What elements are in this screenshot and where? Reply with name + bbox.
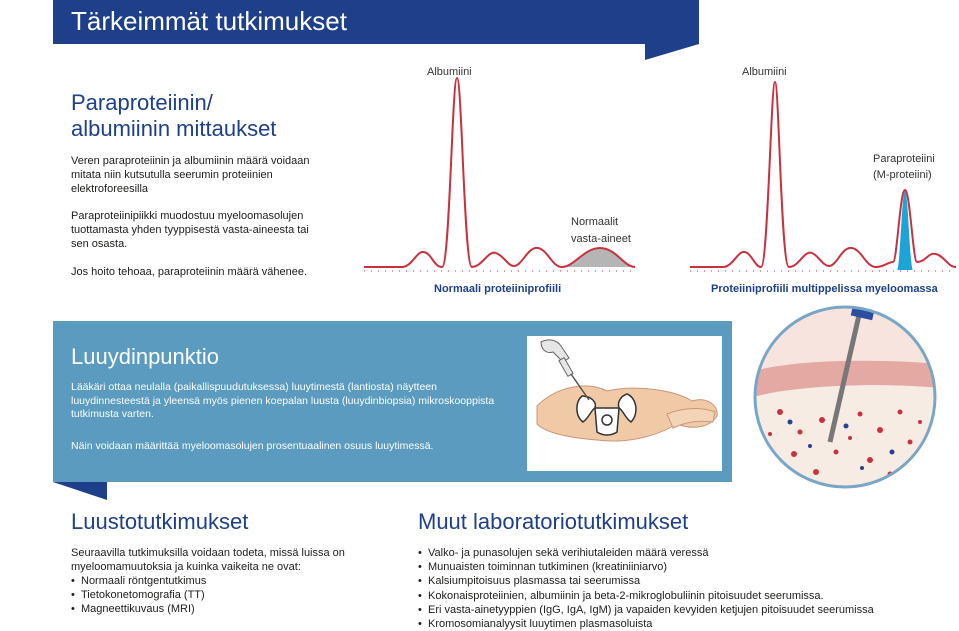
bone-exams-title: Luustotutkimukset: [71, 509, 249, 534]
lab-tests-list: [418, 546, 948, 631]
bone-marrow-magnified-illustration: [750, 302, 940, 492]
list-item: • Eri vasta-ainetyyppien (IgG, IgA, IgM) ja vapaiden kevyiden ketjujen pitoisuudet seerumissa: [418, 603, 948, 617]
mprotein-label-line1: Paraproteiini: [873, 153, 935, 165]
bone-marrow-title: Luuydinpunktio: [71, 344, 220, 369]
normal-antibodies-label-line1: Normaalit: [571, 216, 619, 228]
normal-antibodies-label-line2: vasta-aineet: [571, 233, 631, 245]
bone-marrow-note: Näin voidaan määrittää myeloomasolujen prosentuaalinen osuus luuytimessä.: [71, 440, 434, 452]
paraprotein-para3: Jos hoito tehoaa, paraproteiinin määrä vähenee.: [71, 266, 308, 278]
list-item: • Kromosomianalyysit luuytimen plasmasoluista: [418, 617, 948, 631]
normal-antibodies-label: [571, 214, 631, 248]
bone-marrow-description: Lääkäri ottaa neulalla (paikallispuudutuksessa) luuytimestä (lantiosta) näytteen luuydinnesteestä ja yleensä myös pienen koepalan luusta (luuydinbiopsia) mikroskooppista tutkimusta varten.: [71, 381, 495, 420]
paraprotein-heading-line2: albumiinin mittaukset: [71, 116, 277, 141]
normal-profile-caption: Normaali proteiiniprofiili: [434, 283, 562, 295]
left-albumin-label: Albumiini: [427, 66, 472, 78]
page-title: Tärkeimmät tutkimukset: [71, 6, 347, 36]
mprotein-label: [873, 151, 935, 183]
paraprotein-para1: Veren paraproteiinin ja albumiinin määrä voidaan mitata niin kutsutulla seerumin proteiinien elektroforeesilla: [71, 155, 310, 195]
normal-antibodies-area: [562, 248, 634, 267]
list-item: • Magneettikuvaus (MRI): [71, 602, 371, 616]
mprotein-peak-area: [897, 190, 913, 270]
bone-exams-list: [71, 574, 371, 617]
list-item: • Kalsiumpitoisuus plasmassa tai seerumissa: [418, 574, 948, 588]
list-item: • Normaali röntgentutkimus: [71, 574, 371, 588]
bone-exams-intro: Seuraavilla tutkimuksilla voidaan todeta, missä luissa on myeloomamuutoksia ja kuinka vaikeita ne ovat:: [71, 547, 345, 573]
lab-tests-title: Muut laboratoriotutkimukset: [418, 509, 689, 534]
list-item: • Kokonaisproteiinien, albumiinin ja beta-2-mikroglobuliinin pitoisuudet seerumissa.: [418, 589, 948, 603]
list-item: • Munuaisten toiminnan tutkiminen (kreatiniiniarvo): [418, 560, 948, 574]
paraprotein-heading-line1: Paraproteiinin/: [71, 90, 213, 115]
title-banner: [53, 0, 699, 44]
title-banner-tail: [645, 44, 699, 60]
right-albumin-label: Albumiini: [742, 66, 787, 78]
mprotein-label-line2: (M-proteiini): [873, 169, 932, 181]
list-item: • Valko- ja punasolujen sekä verihiutaleiden määrä veressä: [418, 546, 948, 560]
paraprotein-heading: [71, 90, 276, 142]
list-item: • Tietokonetomografia (TT): [71, 588, 371, 602]
pelvis-biopsy-illustration: [527, 336, 722, 471]
paraprotein-para2: Paraproteiinipiikki muodostuu myeloomasolujen tuottamasta yhden tyyppisestä vasta-aineesta tai sen osasta.: [71, 210, 309, 250]
myeloma-profile-caption: Proteiiniprofiili multippelissa myeloomassa: [711, 283, 938, 295]
section-divider-tail: [53, 482, 107, 500]
